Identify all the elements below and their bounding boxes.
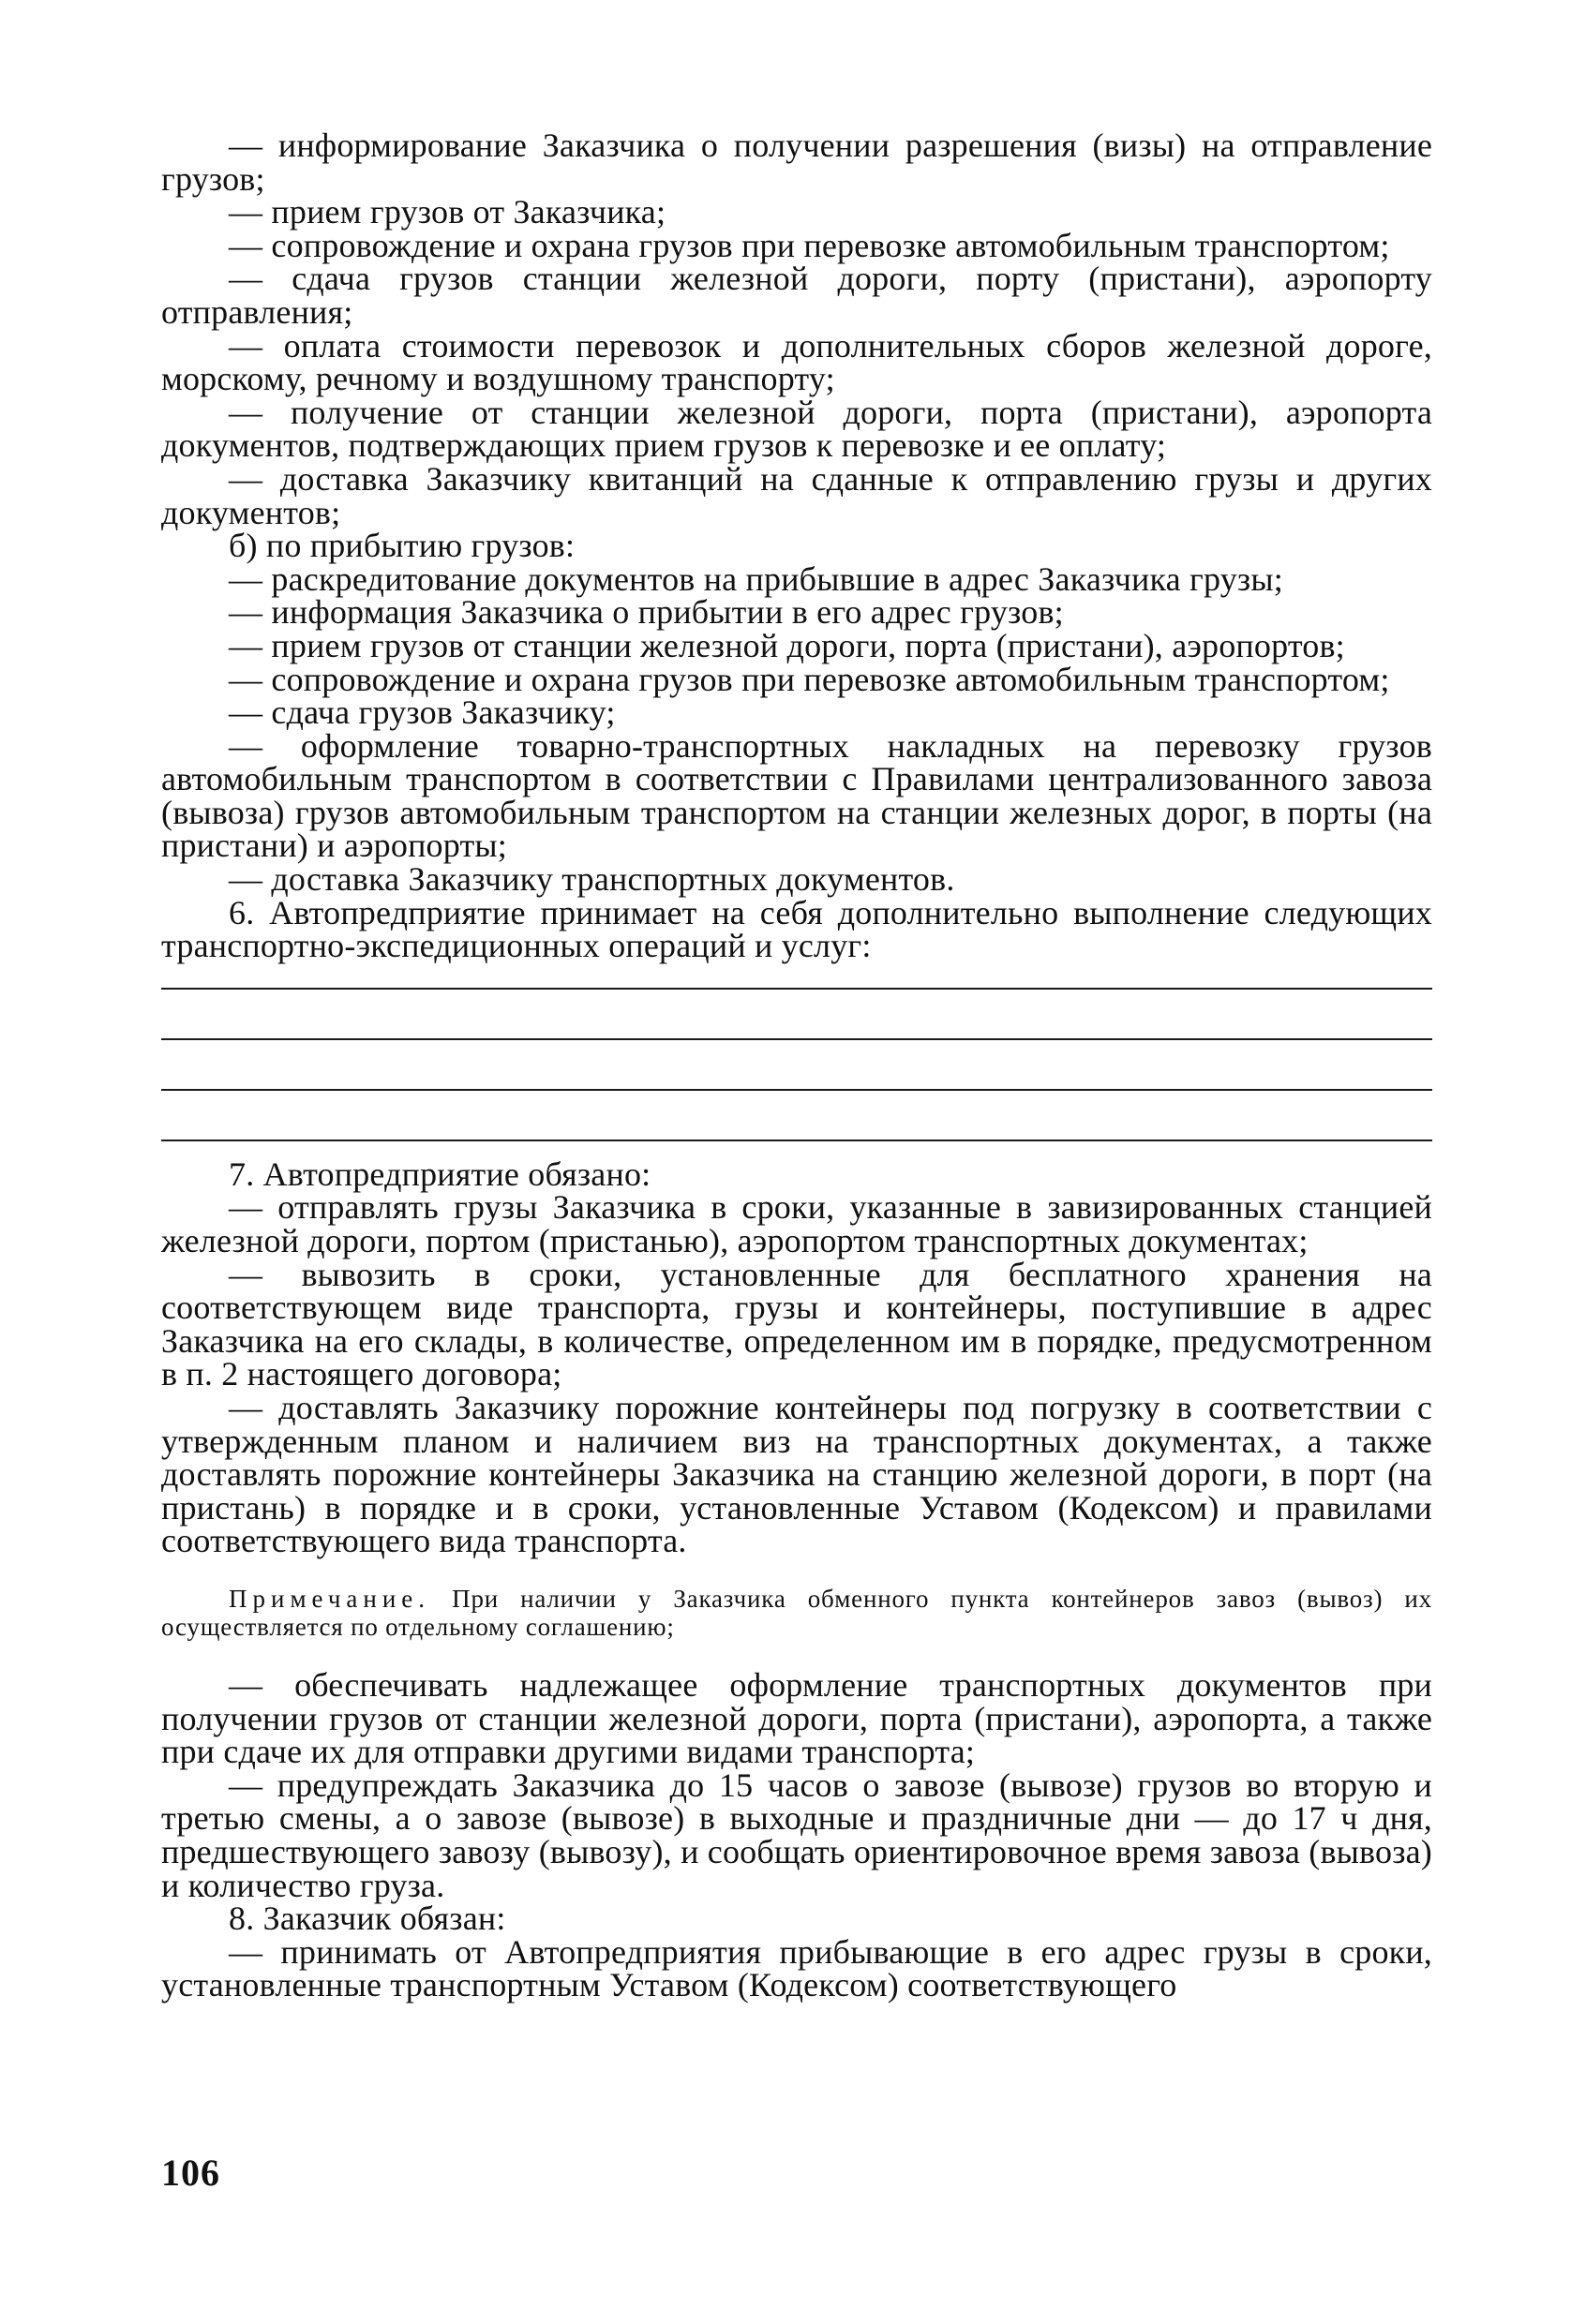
page-number: 106 xyxy=(161,2152,220,2194)
paragraph-removal: — вывозить в сроки, установленные для бесплатного хранения на соответствующем виде транспорта, грузы и контейнеры, поступившие в адрес Заказчика на его склады, в количестве, определенном им в порядке, предусмотренном в п. 2 настоящего договора; xyxy=(161,1255,1432,1393)
paragraph-escort-guard-arrival: — сопровождение и охрана грузов при перевозке автомобильным транспортом; xyxy=(229,660,1390,698)
paragraph-acceptance-station: — прием грузов от станции железной дороги, порта (пристани), аэропортов; xyxy=(229,626,1345,664)
paragraph-payment: — оплата стоимости перевозок и дополнительных сборов железной дороге, морскому, речному и воздушному транспорту; xyxy=(161,326,1432,398)
paragraph-item-8: 8. Заказчик обязан: xyxy=(229,1899,506,1938)
fill-in-line xyxy=(161,988,1432,990)
paragraph-accept-cargo: — принимать от Автопредприятия прибывающие в его адрес грузы в сроки, установленные транспортным Уставом (Кодексом) соответствующего xyxy=(161,1932,1432,2004)
paragraph-dispatch: — отправлять грузы Заказчика в сроки, указанные в завизированных станцией железной дороги, портом (пристанью), аэропортом транспортных документах; xyxy=(161,1188,1432,1260)
fill-in-line xyxy=(161,1089,1432,1091)
paragraph-documentation: — обеспечивать надлежащее оформление транспортных документов при получении грузов от станции железной дороги, порта (пристани), аэропорта, а также при сдаче их для отправки другими видами транспорта; xyxy=(161,1665,1432,1771)
paragraph-item-7: 7. Автопредприятие обязано: xyxy=(229,1155,651,1193)
paragraph-empty-containers: — доставлять Заказчику порожние контейнеры под погрузку в соответствии с утвержденным планом и наличием виз на транспортных документах, а также доставлять порожние контейнеры Заказчика на станцию железной дороги, в порт (на пристань) в порядке и в сроки, установленные Уставом (Кодексом) и правилами соответствующего вида транспорта. xyxy=(161,1389,1432,1560)
paragraph-handover-station: — сдача грузов станции железной дороги, порту (пристани), аэропорту отправления; xyxy=(161,260,1432,331)
paragraph-visa-info: — информирование Заказчика о получении разрешения (визы) на отправление грузов; xyxy=(161,127,1432,198)
paragraph-item-6: 6. Автопредприятие принимает на себя дополнительно выполнение следующих транспортно-экспедиционных операций и услуг: xyxy=(161,893,1432,965)
note-text: При наличии у Заказчика обменного пункта контейнеров завоз (вывоз) их осуществляется по отдельному соглашению; xyxy=(161,1584,1432,1641)
note-label: Примечание. xyxy=(229,1584,431,1613)
fill-in-line xyxy=(161,1038,1432,1040)
paragraph-receipts-delivery: — доставка Заказчику квитанций на сданные к отправлению грузы и других документов; xyxy=(161,459,1432,531)
paragraph-handover-customer: — сдача грузов Заказчику; xyxy=(229,693,616,732)
paragraph-documents-receipt: — получение от станции железной дороги, порта (пристани), аэропорта документов, подтверждающих прием грузов к перевозке и ее оплату; xyxy=(161,393,1432,465)
paragraph-arrival-heading: б) по прибытию грузов: xyxy=(229,527,576,565)
paragraph-arrival-info: — информация Заказчика о прибытии в его адрес грузов; xyxy=(229,593,1064,632)
fill-in-line xyxy=(161,1140,1432,1141)
document-page xyxy=(161,129,1432,2003)
paragraph-warning: — предупреждать Заказчика до 15 часов о завозе (вывозе) грузов во вторую и третью смены, а о завозе (вывозе) в выходные и праздничные дни — до 17 ч дня, предшествующего завозу (вывозу), и сообщать ориентировочное время завоза (вывоза) и количество груза. xyxy=(161,1765,1432,1904)
paragraph-escort-guard: — сопровождение и охрана грузов при перевозке автомобильным транспортом; xyxy=(229,226,1390,264)
paragraph-cargo-acceptance: — прием грузов от Заказчика; xyxy=(229,193,666,231)
paragraph-transport-documents: — доставка Заказчику транспортных документов. xyxy=(229,860,955,899)
paragraph-waybills: — оформление товарно-транспортных накладных на перевозку грузов автомобильным транспортом в соответствии с Правилами централизованного завоза (вывоза) грузов автомобильным транспортом на станции железных дорог, в порты (на пристани) и аэропорты; xyxy=(161,726,1432,865)
fill-in-lines xyxy=(161,988,1432,1141)
paragraph-discrediting: — раскредитование документов на прибывшие в адрес Заказчика грузы; xyxy=(229,559,1283,598)
note xyxy=(161,1585,1432,1641)
